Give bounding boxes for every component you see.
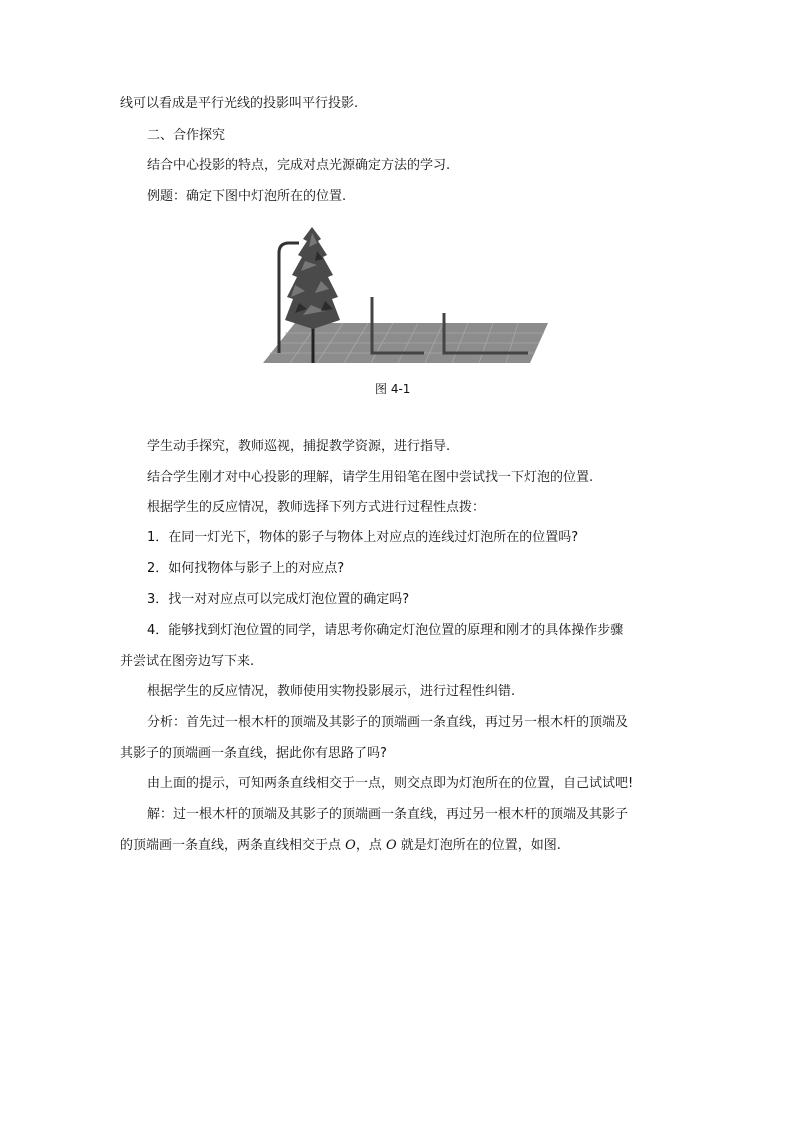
text-line-5: 学生动手探究，教师巡视，捕捉教学资源，进行指导. [147, 439, 451, 454]
solution-text-b: ，点 [355, 838, 386, 853]
figure-lamp-tree-poles [255, 225, 550, 370]
question-2: 2．如何找物体与影子上的对应点? [147, 561, 345, 576]
solution-text-c: 就是灯泡所在的位置，如图. [396, 838, 561, 853]
solution-line-1: 解：过一根木杆的顶端及其影子的顶端画一条直线，再过另一根木杆的顶端及其影子 [147, 807, 629, 822]
text-line-6: 结合学生刚才对中心投影的理解，请学生用铅笔在图中尝试找一下灯泡的位置. [147, 470, 594, 485]
question-4-continued: 并尝试在图旁边写下来. [120, 654, 255, 669]
text-line-13: 根据学生的反应情况，教师使用实物投影展示，进行过程性纠错. [147, 684, 516, 699]
question-4: 4．能够找到灯泡位置的同学，请思考你确定灯泡位置的原理和刚才的具体操作步骤 [147, 623, 624, 638]
example-prompt: 例题：确定下图中灯泡所在的位置. [147, 189, 347, 204]
solution-text-a: 的顶端画一条直线，两条直线相交于点 [120, 838, 346, 853]
figure-caption: 图 4-1 [375, 382, 411, 396]
text-line-1: 线可以看成是平行光线的投影叫平行投影. [120, 96, 359, 111]
text-line-3: 结合中心投影的特点，完成对点光源确定方法的学习. [147, 158, 451, 173]
question-1: 1．在同一灯光下，物体的影子与物体上对应点的连线过灯泡所在的位置吗? [147, 530, 579, 545]
solution-line-2 [120, 837, 561, 855]
section-heading: 二、合作探究 [147, 128, 226, 143]
hint-line: 由上面的提示，可知两条直线相交于一点，则交点即为灯泡所在的位置，自己试试吧! [147, 776, 634, 791]
analysis-line-2: 其影子的顶端画一条直线，据此你有思路了吗? [120, 746, 387, 761]
question-3: 3．找一对对应点可以完成灯泡位置的确定吗? [147, 592, 410, 607]
text-line-7: 根据学生的反应情况，教师选择下列方式进行过程性点拨： [147, 500, 486, 515]
point-o-label: O [345, 838, 356, 853]
analysis-line-1: 分析：首先过一根木杆的顶端及其影子的顶端画一条直线，再过另一根木杆的顶端及 [147, 715, 629, 730]
point-o-label: O [385, 838, 397, 853]
